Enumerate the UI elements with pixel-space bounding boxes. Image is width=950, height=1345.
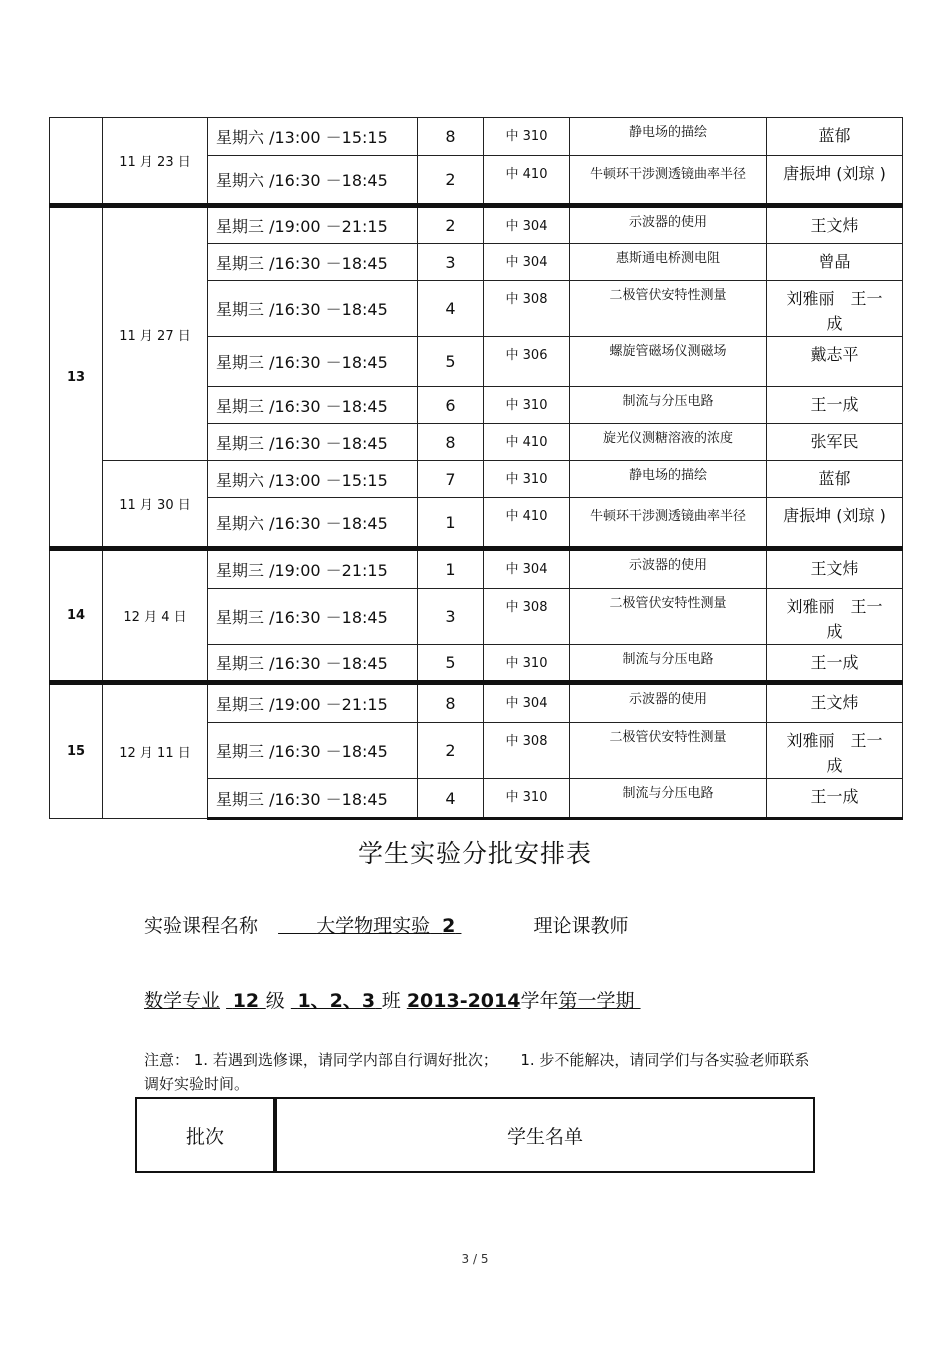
note-text: 注意： 1. 若遇到选修课，请同学内部自行调好批次； 1. 步不能解决，请同学们与各实验老师联系调好实验时间。 (144, 1051, 810, 1093)
date-cell: 12 月 11 日 (103, 683, 208, 819)
room-cell: 中 310 (484, 387, 570, 424)
time-cell: 星期三 /16:30 －18:45 (208, 337, 418, 387)
group-cell: 1 (418, 498, 484, 549)
teacher-cell: 王文炜 (767, 683, 903, 723)
time-cell: 星期三 /16:30 －18:45 (208, 779, 418, 819)
course-label: 实验课程名称 (144, 915, 259, 937)
experiment-cell: 制流与分压电路 (570, 645, 767, 683)
time-cell: 星期三 /19:00 －21:15 (208, 683, 418, 723)
class-suffix: 班 (381, 990, 401, 1012)
date-cell: 11 月 23 日 (103, 118, 208, 206)
teacher-label: 理论课教师 (533, 915, 629, 937)
page-number: 3 / 5 (461, 1252, 489, 1266)
experiment-cell: 制流与分压电路 (570, 779, 767, 819)
group-cell: 8 (418, 683, 484, 723)
time-cell: 星期六 /16:30 －18:45 (208, 156, 418, 206)
batch-table (135, 1097, 815, 1173)
room-cell: 中 310 (484, 779, 570, 819)
teacher-cell: 唐振坤 (刘琼 ) (767, 156, 903, 206)
group-cell: 4 (418, 779, 484, 819)
teacher-cell: 王文炜 (767, 206, 903, 244)
room-cell: 中 304 (484, 549, 570, 589)
experiment-cell: 示波器的使用 (570, 206, 767, 244)
experiment-cell: 示波器的使用 (570, 683, 767, 723)
room-cell: 中 310 (484, 118, 570, 156)
week-cell (50, 118, 103, 206)
grade (226, 990, 266, 1012)
time-cell: 星期六 /16:30 －18:45 (208, 498, 418, 549)
teacher-cell: 蓝郁 (767, 461, 903, 498)
time-cell: 星期三 /16:30 －18:45 (208, 645, 418, 683)
teacher-cell: 张军民 (767, 424, 903, 461)
schedule-row (50, 461, 903, 498)
group-cell: 2 (418, 206, 484, 244)
group-cell: 6 (418, 387, 484, 424)
time-cell: 星期三 /16:30 －18:45 (208, 387, 418, 424)
experiment-cell: 二极管伏安特性测量 (570, 281, 767, 337)
experiment-cell: 牛顿环干涉测透镜曲率半径 (570, 156, 767, 206)
date-cell: 11 月 30 日 (103, 461, 208, 549)
room-cell: 中 310 (484, 461, 570, 498)
grade-value: 12 (232, 990, 260, 1012)
schedule-row (50, 206, 903, 244)
section-title: 学生实验分批安排表 (357, 839, 592, 868)
experiment-cell: 静电场的描绘 (570, 118, 767, 156)
group-cell: 3 (418, 244, 484, 281)
schedule-row (50, 683, 903, 723)
experiment-cell: 二极管伏安特性测量 (570, 723, 767, 779)
group-cell: 2 (418, 156, 484, 206)
classes (291, 990, 382, 1012)
room-cell: 中 308 (484, 723, 570, 779)
group-cell: 1 (418, 549, 484, 589)
group-cell: 4 (418, 281, 484, 337)
course-line (144, 911, 629, 938)
teacher-cell: 曾晶 (767, 244, 903, 281)
group-cell: 7 (418, 461, 484, 498)
schedule-table (49, 117, 903, 820)
group-cell: 2 (418, 723, 484, 779)
year-suffix: 学年 (520, 990, 559, 1012)
experiment-cell: 静电场的描绘 (570, 461, 767, 498)
room-cell: 中 306 (484, 337, 570, 387)
experiment-cell: 螺旋管磁场仪测磁场 (570, 337, 767, 387)
time-cell: 星期三 /16:30 －18:45 (208, 281, 418, 337)
time-cell: 星期三 /16:30 －18:45 (208, 589, 418, 645)
time-cell: 星期六 /13:00 －15:15 (208, 461, 418, 498)
room-cell: 中 310 (484, 645, 570, 683)
teacher-cell: 王文炜 (767, 549, 903, 589)
week-cell: 13 (50, 206, 103, 549)
room-cell: 中 304 (484, 206, 570, 244)
time-cell: 星期三 /16:30 －18:45 (208, 424, 418, 461)
grade-suffix: 级 (265, 990, 285, 1012)
room-cell: 中 410 (484, 498, 570, 549)
year: 2013-2014 (406, 990, 521, 1012)
schedule-row (50, 549, 903, 589)
group-cell: 8 (418, 118, 484, 156)
experiment-cell: 牛顿环干涉测透镜曲率半径 (570, 498, 767, 549)
teacher-cell: 唐振坤 (刘琼 ) (767, 498, 903, 549)
experiment-cell: 旋光仪测糖溶液的浓度 (570, 424, 767, 461)
experiment-cell: 示波器的使用 (570, 549, 767, 589)
experiment-cell: 二极管伏安特性测量 (570, 589, 767, 645)
experiment-cell: 制流与分压电路 (570, 387, 767, 424)
schedule-row (50, 118, 903, 156)
time-cell: 星期三 /16:30 －18:45 (208, 723, 418, 779)
course-name-field (278, 915, 461, 937)
course-name: 大学物理实验 (316, 915, 431, 937)
time-cell: 星期三 /19:00 －21:15 (208, 549, 418, 589)
major: 数学专业 (144, 990, 221, 1012)
time-cell: 星期三 /19:00 －21:15 (208, 206, 418, 244)
time-cell: 星期六 /13:00 －15:15 (208, 118, 418, 156)
teacher-cell: 刘雅丽 王一成 (767, 723, 903, 779)
teacher-cell: 王一成 (767, 387, 903, 424)
group-cell: 8 (418, 424, 484, 461)
room-cell: 中 308 (484, 281, 570, 337)
course-number: 2 (442, 915, 456, 937)
week-cell: 14 (50, 549, 103, 683)
teacher-cell: 王一成 (767, 645, 903, 683)
teacher-cell: 王一成 (767, 779, 903, 819)
date-cell: 11 月 27 日 (103, 206, 208, 461)
group-cell: 5 (418, 645, 484, 683)
classes-value: 1、2、3 (297, 990, 376, 1012)
semester: 第一学期 (558, 990, 635, 1012)
student-list-header: 学生名单 (275, 1098, 814, 1172)
room-cell: 中 410 (484, 424, 570, 461)
group-cell: 3 (418, 589, 484, 645)
teacher-cell: 刘雅丽 王一成 (767, 281, 903, 337)
date-cell: 12 月 4 日 (103, 549, 208, 683)
time-cell: 星期三 /16:30 －18:45 (208, 244, 418, 281)
room-cell: 中 410 (484, 156, 570, 206)
room-cell: 中 308 (484, 589, 570, 645)
teacher-cell: 戴志平 (767, 337, 903, 387)
room-cell: 中 304 (484, 244, 570, 281)
class-line (144, 986, 641, 1013)
batch-header: 批次 (136, 1098, 275, 1172)
teacher-cell: 刘雅丽 王一成 (767, 589, 903, 645)
group-cell: 5 (418, 337, 484, 387)
room-cell: 中 304 (484, 683, 570, 723)
experiment-cell: 惠斯通电桥测电阻 (570, 244, 767, 281)
week-cell: 15 (50, 683, 103, 819)
teacher-cell: 蓝郁 (767, 118, 903, 156)
